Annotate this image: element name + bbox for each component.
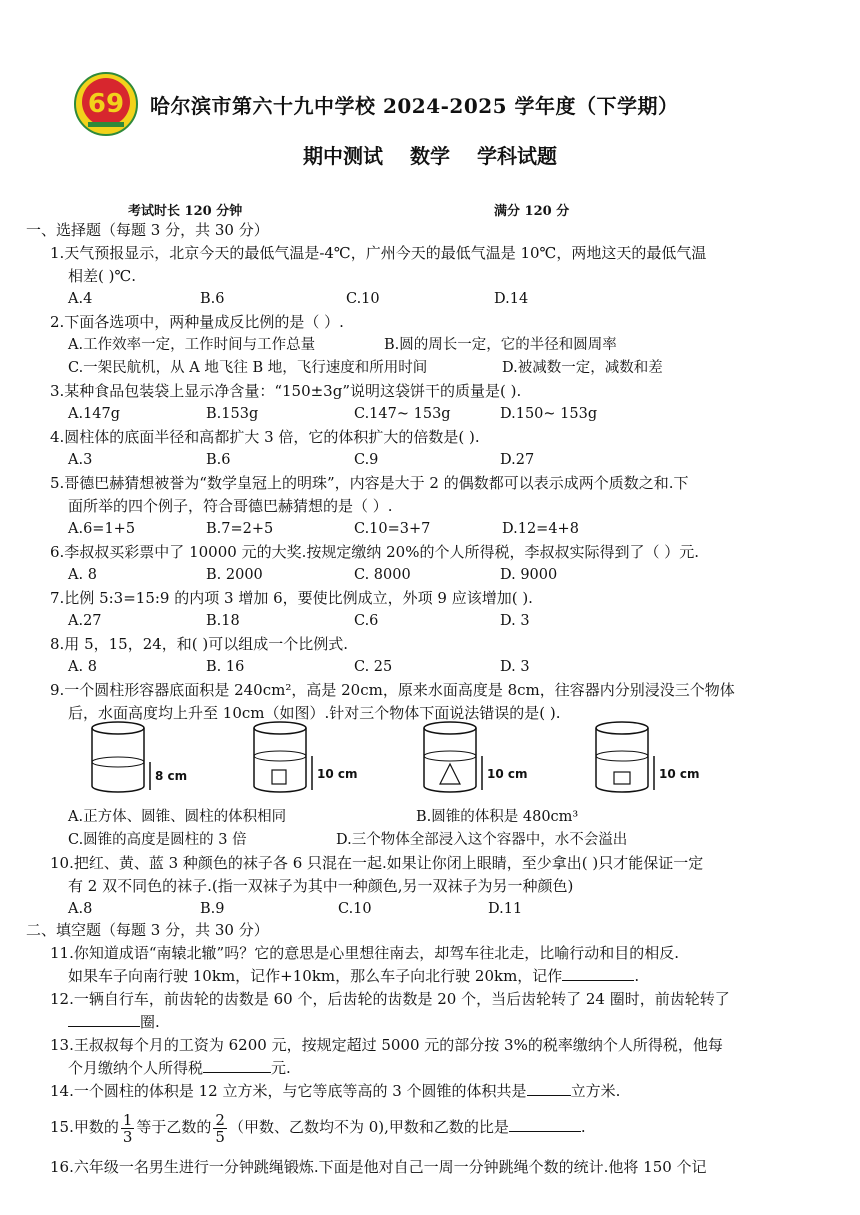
option: A. 8 (68, 659, 97, 675)
answer-blank[interactable] (203, 1058, 271, 1073)
fig-label: 10 cm (659, 767, 700, 781)
question-13-line1: 13.王叔叔每个月的工资为 6200 元，按规定超过 5000 元的部分按 3%的税率缴纳个人所得税，他每 (50, 1036, 723, 1054)
option: B.153g (206, 406, 259, 422)
exam-full-score: 满分 120 分 (494, 204, 570, 219)
option: C.10 (346, 291, 380, 307)
question-11-line1: 11.你知道成语“南辕北辙”吗？它的意思是心里想往南去，却驾车往北走，比喻行动和目的相反. (50, 944, 679, 962)
exam-title-line1: 哈尔滨市第六十九中学校 2024-2025 学年度（下学期） (150, 94, 679, 118)
fig-label: 10 cm (317, 767, 358, 781)
option: A.27 (68, 613, 102, 629)
option: B.7=2+5 (206, 521, 274, 537)
option: A.工作效率一定，工作时间与工作总量 (68, 337, 316, 353)
option: C.147~ 153g (354, 406, 451, 422)
question-5-line2: 面所举的四个例子，符合哥德巴赫猜想的是（ ）. (68, 497, 393, 515)
option: C.10=3+7 (354, 521, 431, 537)
option: C. 25 (354, 659, 393, 675)
option: B.18 (206, 613, 240, 629)
option: B.9 (200, 901, 225, 917)
option: D.14 (494, 291, 529, 307)
question-7-line1: 7.比例 5:3=15:9 的内项 3 增加 6，要使比例成立，外项 9 应该增加( ). (50, 589, 533, 607)
section1-heading: 一、选择题（每题 3 分，共 30 分） (26, 221, 269, 239)
question-16-line1: 16.六年级一名男生进行一分钟跳绳锻炼.下面是他对自己一周一分钟跳绳个数的统计.他将 150 个记 (50, 1158, 707, 1176)
cylinder-cube-figure (250, 718, 360, 798)
exam-duration: 考试时长 120 分钟 (128, 204, 243, 219)
cylinder-cylinder-figure (592, 718, 702, 798)
option: D. 9000 (500, 567, 558, 583)
question-12-line2: 圈. (68, 1011, 848, 1033)
option: D.150~ 153g (500, 406, 598, 422)
option: A.正方体、圆锥、圆柱的体积相同 (68, 809, 287, 825)
option: B.6 (200, 291, 225, 307)
option: D. 3 (500, 613, 530, 629)
option: A.6=1+5 (68, 521, 136, 537)
question-14-line1: 14.一个圆柱的体积是 12 立方米，与它等底等高的 3 个圆锥的体积共是 立方米. (50, 1082, 621, 1100)
question-13-line2: 个月缴纳个人所得税 元. (68, 1059, 291, 1077)
option: A.4 (68, 291, 93, 307)
option: D.27 (500, 452, 535, 468)
question-5-line1: 5.哥德巴赫猜想被誉为“数学皇冠上的明珠”，内容是大于 2 的偶数都可以表示成两个质数之和.下 (50, 474, 689, 492)
cylinder-cone-figure (420, 718, 530, 798)
answer-blank[interactable] (509, 1117, 581, 1132)
exam-suffix: 学科试题 (476, 144, 557, 168)
option: C.圆锥的高度是圆柱的 3 倍 (68, 832, 247, 848)
school-logo-icon (74, 72, 138, 136)
fraction: $\frac{2}{5}$ (215, 1110, 225, 1146)
option: C.6 (354, 613, 379, 629)
fig-label: 10 cm (487, 767, 528, 781)
option: D.被减数一定，减数和差 (502, 360, 663, 376)
option: B.6 (206, 452, 231, 468)
question-1-line2: 相差( )℃. (68, 267, 137, 285)
question-4-line1: 4.圆柱体的底面半径和高都扩大 3 倍，它的体积扩大的倍数是( ). (50, 428, 480, 446)
cylinder-figure (88, 718, 188, 798)
option: A.3 (68, 452, 93, 468)
question-9-line2: 后，水面高度均上升至 10cm（如图）.针对三个物体下面说法错误的是( ). (68, 704, 561, 722)
answer-blank[interactable] (527, 1081, 571, 1096)
answer-blank[interactable] (562, 966, 634, 981)
option: B. 16 (206, 659, 245, 675)
question-10-line2: 有 2 双不同色的袜子.(指一双袜子为其中一种颜色,另一双袜子为另一种颜色) (68, 877, 574, 895)
option: C. 8000 (354, 567, 411, 583)
question-9-line1: 9.一个圆柱形容器底面积是 240cm²，高是 20cm，原来水面高度是 8cm，往容器内分别浸没三个物体 (50, 681, 735, 699)
option: D.三个物体全部浸入这个容器中，水不会溢出 (336, 832, 628, 848)
option: D.12=4+8 (502, 521, 579, 537)
option: A.8 (68, 901, 93, 917)
question-10-line1: 10.把红、黄、蓝 3 种颜色的袜子各 6 只混在一起.如果让你闭上眼睛，至少拿出( )只才能保证一定 (50, 854, 704, 872)
section2-heading: 二、填空题（每题 3 分，共 30 分） (26, 921, 269, 939)
exam-type: 期中测试 (303, 144, 384, 168)
exam-subject: 数学 (410, 144, 450, 168)
option: B. 2000 (206, 567, 263, 583)
question-15-line1: 15.甲数的 $\frac{1}{3}$ 等于乙数的 $\frac{2}{5}$ （甲数、乙数均不为 0),甲数和乙数的比是 . (50, 1110, 586, 1146)
question-2-line1: 2.下面各选项中，两种量成反比例的是（ ）. (50, 313, 344, 331)
fig-label: 8 cm (155, 769, 188, 783)
option: D. 3 (500, 659, 530, 675)
question-11-line2: 如果车子向南行驶 10km，记作+10km，那么车子向北行驶 20km，记作 . (68, 967, 640, 985)
option: C.一架民航机，从 A 地飞往 B 地，飞行速度和所用时间 (68, 360, 428, 376)
option: B.圆锥的体积是 480cm³ (416, 809, 579, 825)
question-9-figures (80, 718, 760, 798)
option: C.9 (354, 452, 379, 468)
answer-blank[interactable] (68, 1012, 140, 1027)
fraction: $\frac{1}{3}$ (122, 1110, 133, 1146)
exam-title-line2 (0, 140, 860, 169)
option: A. 8 (68, 567, 97, 583)
question-1-line1: 1.天气预报显示，北京今天的最低气温是-4℃，广州今天的最低气温是 10℃，两地这天的最低气温 (50, 244, 707, 262)
question-6-line1: 6.李叔叔买彩票中了 10000 元的大奖.按规定缴纳 20%的个人所得税，李叔叔实际得到了（ ）元. (50, 543, 699, 561)
option: A.147g (68, 406, 121, 422)
svg-text:69: 69 (87, 89, 125, 119)
question-12-line1: 12.一辆自行车，前齿轮的齿数是 60 个，后齿轮的齿数是 20 个，当后齿轮转了 24 圈时，前齿轮转了 (50, 990, 730, 1008)
option: B.圆的周长一定，它的半径和圆周率 (384, 337, 617, 353)
question-3-line1: 3.某种食品包装袋上显示净含量：“150±3g”说明这袋饼干的质量是( ). (50, 382, 522, 400)
question-8-line1: 8.用 5，15，24，和( )可以组成一个比例式. (50, 635, 349, 653)
option: C.10 (338, 901, 372, 917)
option: D.11 (488, 901, 523, 917)
